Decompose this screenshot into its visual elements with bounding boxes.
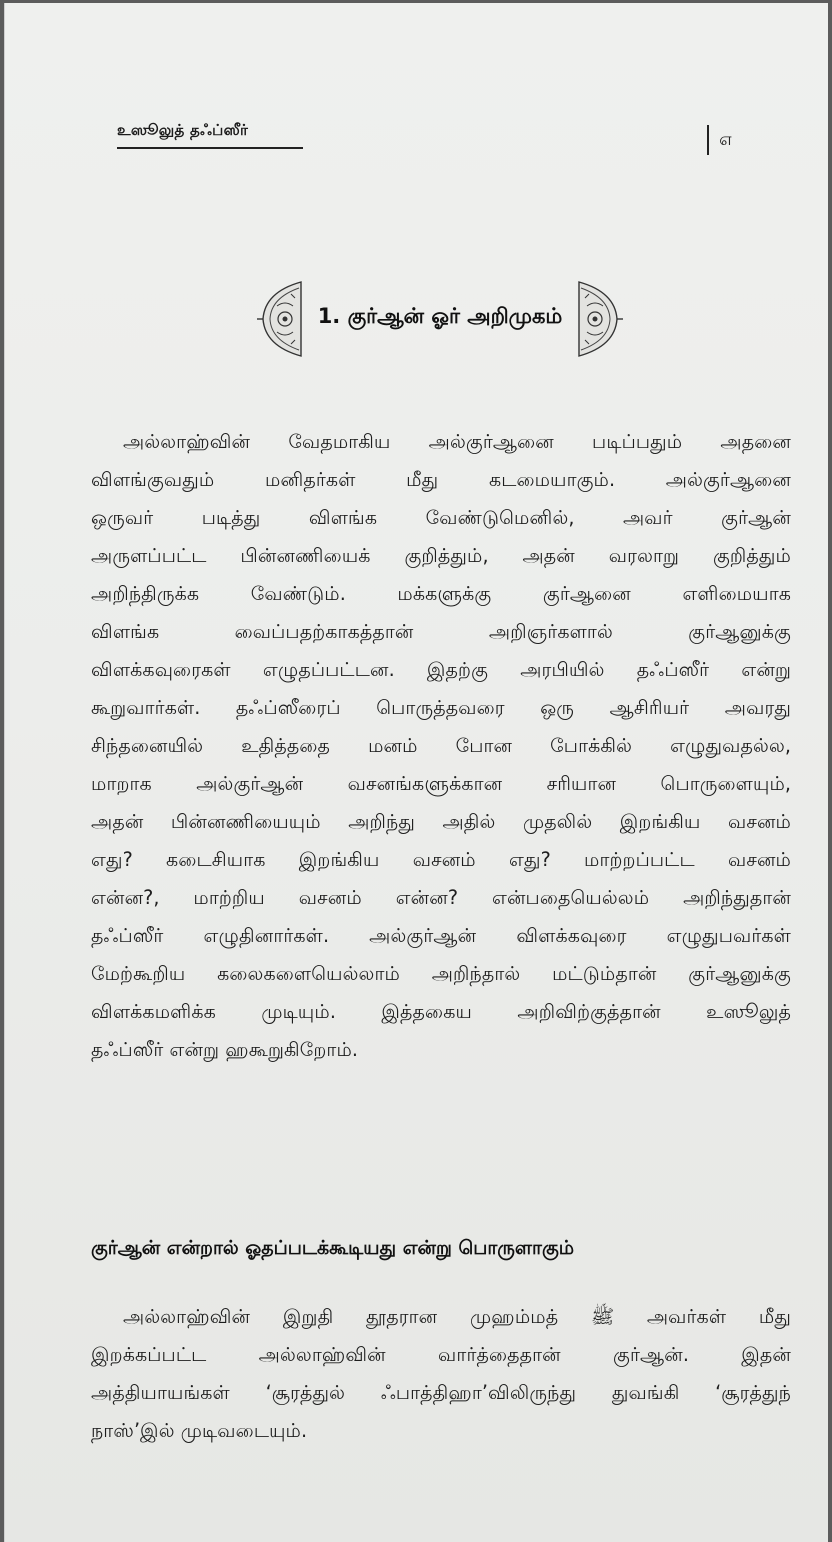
section-subheading: குர்ஆன் என்றால் ஓதப்படக்கூடியது என்று பொருளாகும்	[91, 1237, 575, 1259]
paragraph-line: அத்தியாயங்கள் ‘சூரத்துல் ஃபாத்திஹா’விலிருந்து துவங்கி ‘சூரத்துந்	[91, 1381, 791, 1404]
paragraph-line: விளங்க வைப்பதற்காகத்தான் அறிஞர்களால் குர்ஆனுக்கு	[91, 620, 791, 643]
chapter-heading	[255, 278, 625, 360]
paragraph-line: விளங்குவதும் மனிதர்கள் மீது கடமையாகும். அல்குர்ஆனை	[91, 468, 791, 491]
paragraph-line: நாஸ்’இல் முடிவடையும்.	[91, 1419, 308, 1442]
paragraph-line: ஒருவர் படித்து விளங்க வேண்டுமெனில், அவர் குர்ஆன்	[91, 506, 791, 529]
paragraph-line: இறக்கப்பட்ட அல்லாஹ்வின் வார்த்தைதான் குர்ஆன். இதன்	[91, 1343, 791, 1366]
paragraph-line: மேற்கூறிய கலைகளையெல்லாம் அறிந்தால் மட்டும்தான் குர்ஆனுக்கு	[91, 962, 791, 985]
left-ornament-icon	[255, 278, 307, 360]
chapter-title-text: குர்ஆன் ஓர் அறிமுகம்	[347, 304, 563, 328]
page-number-block	[707, 125, 733, 155]
paragraph-intro	[91, 423, 791, 1069]
paragraph-line: அருளப்பட்ட பின்னணியைக் குறித்தும், அதன் வரலாறு குறித்தும்	[91, 544, 791, 567]
running-head: உஸூலுத் தஃப்ஸீர்	[117, 121, 303, 149]
chapter-title	[307, 304, 573, 331]
book-page	[4, 3, 828, 1542]
paragraph-line: என்ன?, மாற்றிய வசனம் என்ன? என்பதையெல்லம் அறிந்துதான்	[91, 886, 791, 909]
chapter-number: 1.	[317, 304, 341, 328]
paragraph-line: கூறுவார்கள். தஃப்ஸீரைப் பொருத்தவரை ஒரு ஆசிரியர் அவரது	[91, 696, 791, 719]
paragraph-line: சிந்தனையில் உதித்ததை மனம் போன போக்கில் எழுதுவதல்ல,	[91, 734, 791, 757]
paragraph-line: தஃப்ஸீர் எழுதினார்கள். அல்குர்ஆன் விளக்கவுரை எழுதுபவர்கள்	[91, 924, 791, 947]
paragraph-line: அல்லாஹ்வின் இறுதி தூதரான முஹம்மத் ﷺ அவர்கள் மீது	[123, 1305, 792, 1328]
paragraph-line: அதன் பின்னணியையும் அறிந்து அதில் முதலில் இறங்கிய வசனம்	[91, 810, 791, 833]
paragraph-line: விளக்கவுரைகள் எழுதப்பட்டன. இதற்கு அரபியில் தஃப்ஸீர் என்று	[91, 658, 791, 681]
paragraph-quran	[91, 1298, 791, 1450]
page-number-divider	[707, 125, 709, 155]
paragraph-line: எது? கடைசியாக இறங்கிய வசனம் எது? மாற்றப்பட்ட வசனம்	[91, 848, 791, 871]
paragraph-line: அல்லாஹ்வின் வேதமாகிய அல்குர்ஆனை படிப்பதும் அதனை	[123, 430, 791, 453]
paragraph-line: தஃப்ஸீர் என்று ஹகூறுகிறோம்.	[91, 1038, 358, 1061]
right-ornament-icon	[573, 278, 625, 360]
page-number: ௭	[719, 128, 733, 150]
paragraph-line: அறிந்திருக்க வேண்டும். மக்களுக்கு குர்ஆனை எளிமையாக	[91, 582, 791, 605]
paragraph-line: மாறாக அல்குர்ஆன் வசனங்களுக்கான சரியான பொருளையும்,	[91, 772, 791, 795]
paragraph-line: விளக்கமளிக்க முடியும். இத்தகைய அறிவிற்குத்தான் உஸூலுத்	[91, 1000, 791, 1023]
